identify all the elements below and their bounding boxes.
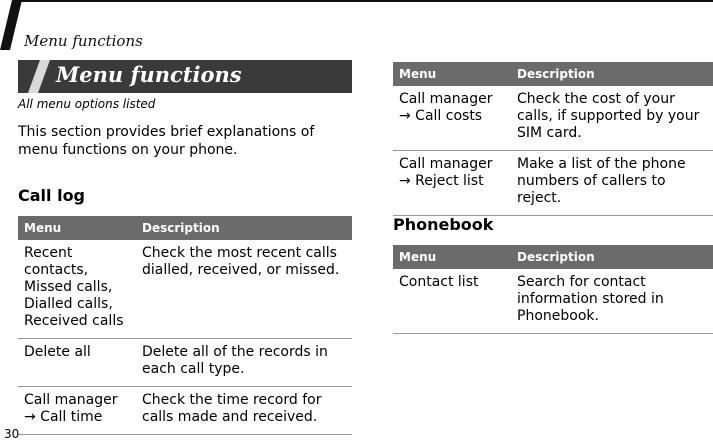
- running-head: Menu functions: [24, 32, 143, 50]
- table-row: [18, 387, 352, 435]
- call-log-continued-table: [393, 62, 713, 216]
- menu-cell: Call manager → Reject list: [393, 151, 511, 216]
- menu-cell: Recent contacts, Missed calls, Dialled calls, Received calls: [18, 240, 136, 339]
- description-cell: Check the time record for calls made and received.: [136, 387, 352, 435]
- call-log-table: [18, 216, 352, 435]
- section-heading-phonebook: Phonebook: [393, 215, 494, 234]
- table-row: [393, 269, 713, 334]
- table-header-row: [393, 62, 713, 86]
- table-row: [18, 339, 352, 387]
- menu-cell: Call manager → Call costs: [393, 86, 511, 151]
- page-title: Menu functions: [56, 62, 242, 87]
- page-subtitle: All menu options listed: [18, 97, 156, 111]
- table-header-row: [18, 216, 352, 240]
- menu-cell: Call manager → Call time: [18, 387, 136, 435]
- table-row: [393, 151, 713, 216]
- column-header-menu: Menu: [393, 245, 511, 269]
- description-cell: Check the cost of your calls, if supported by your SIM card.: [511, 86, 713, 151]
- section-heading-call-log: Call log: [18, 186, 86, 205]
- column-header-description: Description: [511, 62, 713, 86]
- page-title-bar: [18, 60, 352, 93]
- column-header-menu: Menu: [18, 216, 136, 240]
- page-number: 30: [4, 427, 20, 441]
- column-header-menu: Menu: [393, 62, 511, 86]
- column-header-description: Description: [511, 245, 713, 269]
- description-cell: Make a list of the phone numbers of callers to reject.: [511, 151, 713, 216]
- description-cell: Delete all of the records in each call type.: [136, 339, 352, 387]
- intro-text: This section provides brief explanations of menu functions on your phone.: [18, 124, 315, 158]
- description-cell: Check the most recent calls dialled, received, or missed.: [136, 240, 352, 339]
- phonebook-table: [393, 245, 713, 334]
- header-rule: [13, 0, 713, 2]
- table-header-row: [393, 245, 713, 269]
- table-row: [393, 86, 713, 151]
- description-cell: Search for contact information stored in Phonebook.: [511, 269, 713, 334]
- table-row: [18, 240, 352, 339]
- column-header-description: Description: [136, 216, 352, 240]
- header-accent: [0, 0, 22, 50]
- menu-cell: Delete all: [18, 339, 136, 387]
- menu-cell: Contact list: [393, 269, 511, 334]
- title-accent: [28, 60, 50, 93]
